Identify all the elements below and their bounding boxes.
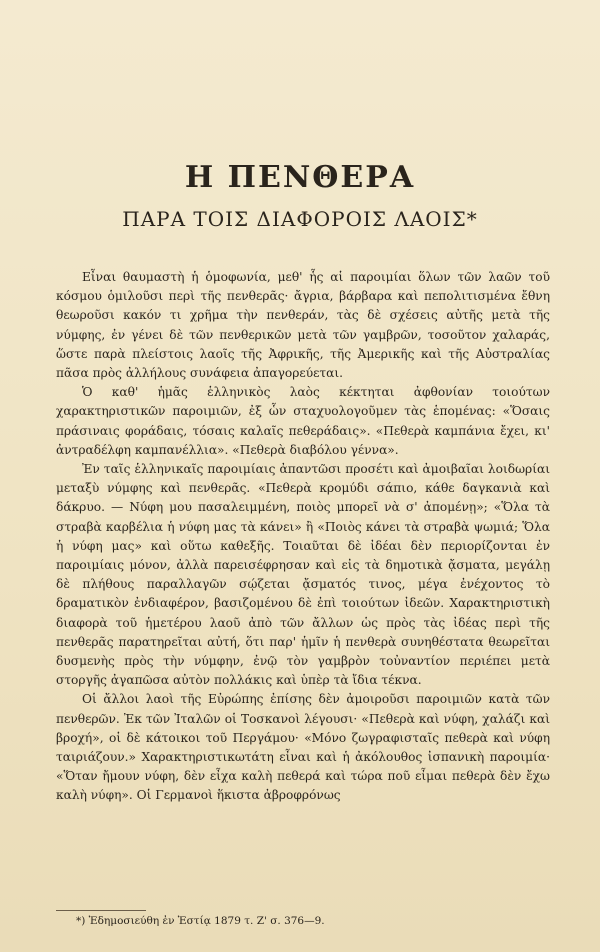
footnote: *) Ἐδημοσιεύθη ἐν Ἑστίᾳ 1879 τ. Ζ' σ. 376—9. — [76, 915, 325, 927]
paragraph-1: Εἶναι θαυμαστὴ ἡ ὁμοφωνία, μεθ' ἧς αἱ παροιμίαι ὅλων τῶν λαῶν τοῦ κόσμου ὁμιλοῦσι περὶ τῆς πενθερᾶς· ἄγρια, βάρβαρα καὶ πεπολιτισμένα ἔθνη θεωροῦσι κακόν τι χρῆμα τὴν πενθεράν, τὰς δὲ σχέσεις αὐτῆς μετὰ τῆς νύμφης, ἐν γένει δὲ τῶν πενθερικῶν μετὰ τῶν γαμβρῶν, τοσοῦτον χαλαράς, ὥστε παρὰ πλείστοις λαοῖς τῆς Ἀφρικῆς, τῆς Ἀμερικῆς καὶ τῆς Αὐστραλίας πᾶσα πρὸς ἀλλήλους συνάφεια ἀπαγορεύεται. — [56, 270, 550, 381]
paragraph-3: Ἐν ταῖς ἑλληνικαῖς παροιμίαις ἀπαντῶσι προσέτι καὶ ἀμοιβαῖαι λοιδωρίαι μεταξὺ νύμφης καὶ πενθερᾶς. «Πεθερὰ κρομύδι σάπιο, κάθε δαγκανιὰ καὶ δάκρυο. — Νύφη μου πασαλειμμένη, ποιὸς μπορεῖ νὰ σ' ἀπομένῃ»; «Ὅλα τὰ στραβὰ καρβέλια ἡ νύφη μας τὰ κάνει» ἢ «Ποιὸς κάνει τὰ στραβὰ ψωμιά; Ὅλα ἡ νύφη μας» καὶ οὕτω καθεξῆς. Τοιαῦται δὲ ἰδέαι δὲν περιορίζονται ἐν παροιμίαις μόνον, ἀλλὰ παρεισέφρησαν καὶ εἰς τὰ δημοτικὰ ᾄσματα, μεγάλῃ δὲ πλήθους παραλλαγῶν σῴζεται ᾄσματός τινος, μέγα ἐνέχοντος τὸ δραματικὸν ἐνδιαφέρον, βασιζομένου δὲ ἐπὶ τοιούτων ἰδεῶν. Χαρακτηριστικὴ διαφορὰ τοῦ ἡμετέρου λαοῦ ἀπὸ τῶν ἄλλων ὡς πρὸς τὰς ἰδέας περὶ τῆς πενθερᾶς παρατηρεῖται αὐτή, ὅτι παρ' ἡμῖν ἡ πενθερὰ συνηθέστατα θεωρεῖται δυσμενὴς πρὸς τὴν νύμφην, ἐνῷ τὸν γαμβρὸν τοὐναντίον περιέπει μετὰ στοργῆς ἀγαπῶσα αὐτὸν πολλάκις καὶ ὑπὲρ τὰ ἴδια τέκνα. — [56, 462, 550, 688]
paragraph-4: Οἱ ἄλλοι λαοὶ τῆς Εὐρώπης ἐπίσης δὲν ἀμοιροῦσι παροιμιῶν κατὰ τῶν πενθερῶν. Ἐκ τῶν Ἰταλῶν οἱ Τοσκανοὶ λέγουσι· «Πεθερὰ καὶ νύφη, χαλάζι καὶ βροχή», οἱ δὲ κάτοικοι τοῦ Περγάμου· «Μόνο ζωγραφισταῖς πεθερὰ καὶ νύφη ταιριάζουν.» Χαρακτηριστικωτάτη εἶναι καὶ ἡ ἀκόλουθος ἰσπανικὴ παροιμία· «Ὅταν ἤμουν νύφη, δὲν εἶχα καλὴ πεθερά καὶ τώρα ποῦ εἶμαι πεθερὰ δὲν ἔχω καλὴ νύφη». Οἱ Γερμανοὶ ἥκιστα ἀβροφρόνως — [56, 692, 550, 803]
body-text — [56, 268, 550, 806]
paragraph-2: Ὁ καθ' ἡμᾶς ἑλληνικὸς λαὸς κέκτηται ἀφθονίαν τοιούτων χαρακτηριστικῶν παροιμιῶν, ἐξ ὧν σταχυολογοῦμεν τὰς ἑπομένας: «Ὅσαις πράσιναις φοράδαις, τόσαις καλαῖς πεθεράδαις». «Πεθερὰ καμπάνια ἔχει, κι' ἀντραδέλφη καμπανέλλια». «Πεθερὰ διαβόλου γέννα». — [56, 385, 550, 457]
footnote-divider — [56, 910, 146, 911]
page-subtitle: ΠΑΡΑ ΤΟΙΣ ΔΙΑΦΟΡΟΙΣ ΛΑΟΙΣ* — [122, 207, 478, 231]
page-title: Η ΠΕΝΘΕΡΑ — [184, 160, 416, 195]
